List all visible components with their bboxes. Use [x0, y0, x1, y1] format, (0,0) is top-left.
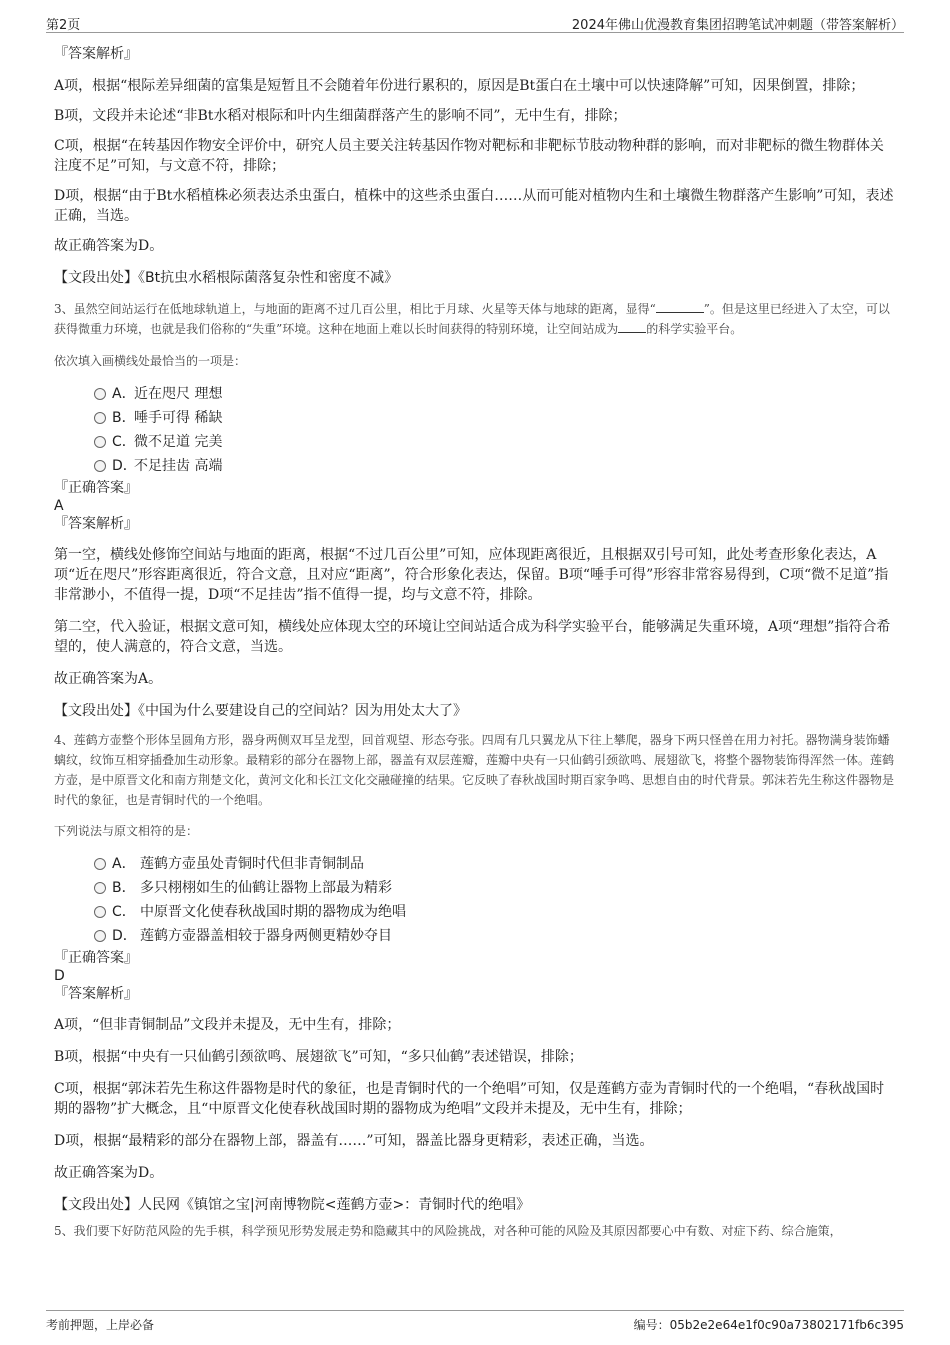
q3-stem-part-a: 3、虽然空间站运行在低地球轨道上，与地面的距离不过几百公里，相比于月球、火星等天体与地球的距离，显得“	[54, 302, 656, 316]
q3-correct-tag: 『正确答案』	[54, 480, 138, 496]
q3-option-a[interactable]: A． 近在咫尺 理想	[54, 381, 896, 405]
page-number: 第2页	[46, 18, 81, 33]
q3-analysis-2: 第二空，代入验证，根据文意可知，横线处应体现太空的环境让空间站适合成为科学实验平台，能够满足失重环境，A项“理想”指符合希望的，使人满意的，符合文意，当选。	[54, 619, 891, 655]
q2-analysis-tag: 『答案解析』	[54, 46, 138, 62]
q3-blank-1	[656, 300, 704, 313]
radio-icon[interactable]	[94, 930, 106, 942]
radio-icon[interactable]	[94, 412, 106, 424]
q3-conclusion: 故正确答案为A。	[54, 671, 163, 687]
q3-prompt: 依次填入画横线处最恰当的一项是：	[54, 354, 247, 368]
footer-slogan: 考前押题，上岸必备	[46, 1318, 155, 1332]
q4-option-b[interactable]: B． 多只栩栩如生的仙鹤让器物上部最为精彩	[54, 875, 896, 899]
q4-correct-tag: 『正确答案』	[54, 950, 138, 966]
radio-icon[interactable]	[94, 388, 106, 400]
q4-option-d[interactable]: D． 莲鹤方壶器盖相较于器身两侧更精妙夺目	[54, 923, 896, 947]
q4-analysis-tag: 『答案解析』	[54, 986, 138, 1002]
q4-options	[54, 851, 896, 947]
radio-icon[interactable]	[94, 436, 106, 448]
q4-answer: D	[54, 968, 65, 984]
q2-analysis-b: B项，文段并未论述“非Bt水稻对根际和叶内生细菌群落产生的影响不同”，无中生有，排除；	[54, 108, 627, 124]
q3-blank-2	[618, 320, 646, 333]
q3-analysis-1: 第一空，横线处修饰空间站与地面的距离，根据“不过几百公里”可知，应体现距离很近，且根据双引号可知，此处考查形象化表达，A项“近在咫尺”形容距离很近，符合文意，且对应“距离”，符合形象化表达，保留。B项“唾手可得”形容非常容易得到，C项“微不足道”指非常渺小，不值得一提，D项“不足挂齿”指不值得一提，均与文意不符，排除。	[54, 547, 889, 603]
q3-stem-part-c: 的科学实验平台。	[646, 322, 743, 336]
document-title: 2024年佛山优漫教育集团招聘笔试冲刺题（带答案解析）	[571, 18, 904, 33]
q3-option-b[interactable]: B． 唾手可得 稀缺	[54, 405, 896, 429]
q3-option-d[interactable]: D． 不足挂齿 高端	[54, 453, 896, 477]
document-body	[54, 44, 896, 1241]
q4-stem: 4、莲鹤方壶整个形体呈圆角方形，器身两侧双耳呈龙型，回首观望、形态夸张。四周有几只翼龙从下往上攀爬，器身下两只怪兽在用力衬托。器物满身装饰蟠螭纹，纹饰互相穿插叠加生动形象。最精彩的部分在器物上部，器盖有双层莲瓣，莲瓣中央有一只仙鹤引颈欲鸣、展翅欲飞，将整个器物装饰得浑然一体。莲鹤方壶，是中原晋文化和南方荆楚文化，黄河文化和长江文化交融碰撞的结果。它反映了春秋战国时期百家争鸣、思想自由的时代背景。郭沫若先生称这件器物是时代的象征，也是青铜时代的一个绝唱。	[54, 733, 895, 807]
document-id: 编号：05b2e2e64e1f0c90a73802171fb6c395	[633, 1318, 904, 1332]
q4-analysis-a: A项，“但非青铜制品”文段并未提及，无中生有，排除；	[54, 1017, 401, 1033]
radio-icon[interactable]	[94, 906, 106, 918]
radio-icon[interactable]	[94, 882, 106, 894]
q2-analysis-a: A项，根据“根际差异细菌的富集是短暂且不会随着年份进行累积的，原因是Bt蛋白在土壤中可以快速降解”可知，因果倒置，排除；	[54, 78, 865, 94]
page-header	[46, 12, 904, 33]
q2-analysis-c: C项，根据“在转基因作物安全评价中，研究人员主要关注转基因作物对靶标和非靶标节肢动物种群的影响，而对非靶标的微生物群体关注度不足”可知，与文意不符，排除；	[54, 138, 884, 174]
radio-icon[interactable]	[94, 460, 106, 472]
q3-analysis-tag: 『答案解析』	[54, 516, 138, 532]
q2-source: 【文段出处】《Bt抗虫水稻根际菌落复杂性和密度不减》	[54, 270, 399, 286]
q4-conclusion: 故正确答案为D。	[54, 1165, 164, 1181]
q3-option-c[interactable]: C． 微不足道 完美	[54, 429, 896, 453]
q4-prompt: 下列说法与原文相符的是：	[54, 824, 199, 838]
q4-option-c[interactable]: C． 中原晋文化使春秋战国时期的器物成为绝唱	[54, 899, 896, 923]
q3-options	[54, 381, 896, 477]
page-footer	[46, 1310, 904, 1335]
radio-icon[interactable]	[94, 858, 106, 870]
q3-stem	[54, 299, 896, 339]
q3-answer: A	[54, 498, 64, 514]
q4-analysis-b: B项，根据“中央有一只仙鹤引颈欲鸣、展翅欲飞”可知，“多只仙鹤”表述错误，排除；	[54, 1049, 583, 1065]
q2-conclusion: 故正确答案为D。	[54, 238, 164, 254]
q4-analysis-d: D项，根据“最精彩的部分在器物上部，器盖有……”可知，器盖比器身更精彩，表述正确，当选。	[54, 1133, 654, 1149]
q4-analysis-c: C项，根据“郭沫若先生称这件器物是时代的象征，也是青铜时代的一个绝唱”可知，仅是莲鹤方壶为青铜时代的一个绝唱，“春秋战国时期的器物”扩大概念，且“中原晋文化使春秋战国时期的器物成为绝唱”文段并未提及，无中生有，排除；	[54, 1081, 885, 1117]
q4-source: 【文段出处】人民网《镇馆之宝|河南博物院<莲鹤方壶>：青铜时代的绝唱》	[54, 1197, 531, 1213]
q2-analysis-d: D项，根据“由于Bt水稻植株必须表达杀虫蛋白，植株中的这些杀虫蛋白……从而可能对植物内生和土壤微生物群落产生影响”可知，表述正确，当选。	[54, 188, 894, 224]
q4-option-a[interactable]: A． 莲鹤方壶虽处青铜时代但非青铜制品	[54, 851, 896, 875]
q5-stem: 5、我们要下好防范风险的先手棋，科学预见形势发展走势和隐藏其中的风险挑战，对各种可能的风险及其原因都要心中有数、对症下药、综合施策，	[54, 1224, 842, 1238]
q3-stem-part-b: ”。但是这里已经进入了太空，可以获得微重力环境，也就是我们俗称的“失重”环境。这种在地面上难以长时间获得的特别环境，让空间站成为	[54, 302, 890, 336]
q3-source: 【文段出处】《中国为什么要建设自己的空间站？因为用处太大了》	[54, 703, 467, 719]
